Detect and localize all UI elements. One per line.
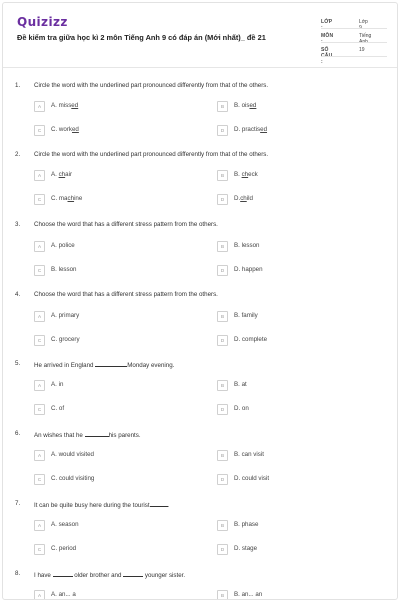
option-text: D. complete	[234, 336, 268, 343]
option-text-part: D.	[234, 195, 241, 202]
question-number: 6.	[15, 430, 21, 437]
option-underlined-part: ed	[260, 126, 268, 133]
option-letter-box[interactable]: B	[217, 590, 228, 600]
meta-value-grade: Lớp 9	[359, 19, 368, 31]
option-letter-box[interactable]: C	[34, 404, 45, 415]
option-underlined-part: ed	[249, 102, 257, 109]
question-text	[34, 221, 218, 228]
answer-blank	[95, 360, 127, 367]
option-text	[234, 171, 258, 178]
meta-value-subject: Tiếng Anh	[359, 33, 372, 45]
question-text-part: Circle the word with the underlined part pronounced differently from that of the others.	[34, 82, 269, 89]
option-letter-box[interactable]: B	[217, 380, 228, 391]
worksheet-header	[3, 3, 397, 68]
option-text-part: ine	[74, 195, 83, 202]
option-underlined-part: ch	[240, 195, 247, 202]
question-text	[34, 151, 268, 158]
question-text	[34, 570, 185, 579]
option-text-part: A.	[51, 171, 59, 178]
option-letter-box[interactable]: D	[217, 544, 228, 555]
question-text-part: I have	[34, 572, 53, 579]
option-text-part: B. ois	[234, 102, 250, 109]
option-letter-box[interactable]: A	[34, 380, 45, 391]
worksheet-page	[2, 2, 398, 600]
question-text	[34, 430, 141, 439]
option-text: A. would visited	[51, 451, 94, 458]
option-letter-box[interactable]: A	[34, 311, 45, 322]
question-number: 1.	[15, 82, 21, 89]
meta-label-grade: LỚP :	[321, 19, 333, 31]
question-text-part: his parents.	[108, 432, 141, 439]
question-text	[34, 500, 169, 509]
option-text: B. lesson	[51, 266, 77, 273]
option-letter-box[interactable]: A	[34, 101, 45, 112]
meta-label-subject: MÔN :	[321, 33, 334, 45]
option-text	[51, 195, 82, 202]
option-letter-box[interactable]: C	[34, 125, 45, 136]
option-letter-box[interactable]: C	[34, 194, 45, 205]
option-text-part: A. miss	[51, 102, 72, 109]
option-letter-box[interactable]: D	[217, 335, 228, 346]
question-text-part: older brother and	[72, 572, 124, 579]
option-letter-box[interactable]: B	[217, 101, 228, 112]
option-text: B. can visit	[234, 451, 264, 458]
question-text	[34, 360, 174, 369]
option-letter-box[interactable]: D	[217, 125, 228, 136]
question-text-part: Choose the word that has a different stress pattern from the others.	[34, 221, 218, 228]
option-text: A. an... a	[51, 591, 76, 598]
quizizz-logo[interactable]: Quizizz	[17, 15, 68, 29]
option-letter-box[interactable]: C	[34, 335, 45, 346]
option-text: C. period	[51, 545, 77, 552]
option-text: B. at	[234, 381, 247, 388]
option-text	[51, 102, 78, 109]
option-letter-box[interactable]: B	[217, 170, 228, 181]
option-underlined-part: ch	[241, 171, 249, 178]
option-text: D. happen	[234, 266, 263, 273]
option-text-part: C. ma	[51, 195, 68, 202]
option-text: A. season	[51, 521, 79, 528]
meta-value-question-count: 19	[359, 47, 365, 53]
option-text-part: C. work	[51, 126, 72, 133]
question-number: 3.	[15, 221, 21, 228]
option-text: A. police	[51, 242, 75, 249]
question-text-part: Circle the word with the underlined part pronounced differently from that of the others.	[34, 151, 269, 158]
option-text: D. stage	[234, 545, 258, 552]
answer-blank	[123, 570, 143, 577]
option-underlined-part: ed	[71, 126, 79, 133]
option-letter-box[interactable]: B	[217, 520, 228, 531]
option-text	[234, 126, 267, 133]
question-text-part: younger sister.	[143, 572, 186, 579]
option-text-part: eck	[248, 171, 258, 178]
question-number: 8.	[15, 570, 21, 577]
option-text: C. could visiting	[51, 475, 95, 482]
answer-blank	[53, 570, 73, 577]
option-letter-box[interactable]: B	[217, 450, 228, 461]
question-text-part: He arrived in England	[34, 362, 96, 369]
option-underlined-part: ch	[67, 195, 75, 202]
answer-blank	[85, 430, 109, 437]
option-text: B. an... an	[234, 591, 263, 598]
option-underlined-part: ed	[71, 102, 79, 109]
option-text-part: D. practis	[234, 126, 261, 133]
answer-blank	[150, 500, 168, 507]
question-text	[34, 82, 268, 89]
option-text: C. of	[51, 405, 65, 412]
option-letter-box[interactable]: D	[217, 265, 228, 276]
option-underlined-part: ch	[58, 171, 66, 178]
option-text: D. could visit	[234, 475, 270, 482]
question-number: 5.	[15, 360, 21, 367]
question-number: 2.	[15, 151, 21, 158]
option-letter-box[interactable]: A	[34, 450, 45, 461]
worksheet-title: Đề kiểm tra giữa học kì 2 môn Tiếng Anh 9 có đáp án (Mới nhất)_ đề 21	[17, 33, 266, 42]
option-letter-box[interactable]: D	[217, 474, 228, 485]
meta-label-question-count: SỐ CÂU :	[321, 47, 333, 65]
option-letter-box[interactable]: A	[34, 170, 45, 181]
question-text-part: An wishes that he	[34, 432, 85, 439]
option-letter-box[interactable]: C	[34, 474, 45, 485]
option-text	[234, 102, 256, 109]
option-letter-box[interactable]: C	[34, 544, 45, 555]
option-text: C. grocery	[51, 336, 80, 343]
question-text	[34, 291, 218, 298]
option-letter-box[interactable]: B	[217, 311, 228, 322]
question-text-part: It can be quite busy here during the tourist	[34, 502, 150, 509]
option-letter-box[interactable]: D	[217, 404, 228, 415]
option-text	[51, 126, 79, 133]
option-letter-box[interactable]: A	[34, 520, 45, 531]
question-number: 7.	[15, 500, 21, 507]
option-text: B. family	[234, 312, 258, 319]
question-text-part: .	[167, 502, 170, 509]
option-text: A. in	[51, 381, 64, 388]
option-text: B. phase	[234, 521, 259, 528]
option-letter-box[interactable]: A	[34, 590, 45, 600]
option-text-part: air	[65, 171, 73, 178]
question-number: 4.	[15, 291, 21, 298]
option-letter-box[interactable]: B	[217, 241, 228, 252]
option-letter-box[interactable]: D	[217, 194, 228, 205]
option-text	[51, 171, 72, 178]
option-text-part: ild	[246, 195, 253, 202]
option-text: D. on	[234, 405, 249, 412]
option-letter-box[interactable]: A	[34, 241, 45, 252]
option-text	[234, 195, 253, 202]
option-text: A. primary	[51, 312, 80, 319]
option-text: B. lesson	[234, 242, 260, 249]
question-text-part: Choose the word that has a different stress pattern from the others.	[34, 291, 218, 298]
question-text-part: Monday evening.	[127, 362, 175, 369]
option-letter-box[interactable]: C	[34, 265, 45, 276]
option-text-part: B.	[234, 171, 242, 178]
